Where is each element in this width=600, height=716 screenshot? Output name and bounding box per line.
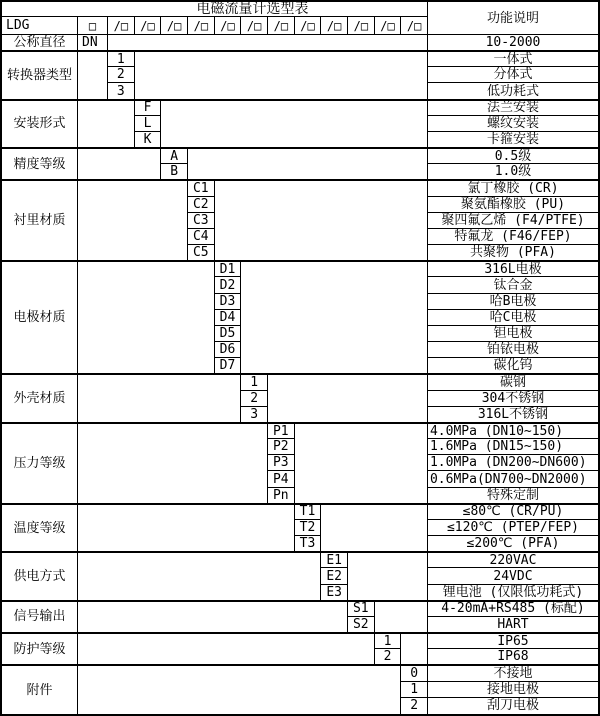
order-code-slot-first: □ — [78, 17, 108, 35]
option-code: D1 — [215, 261, 242, 277]
section-label: 防护等级 — [2, 633, 78, 665]
option-code: D7 — [215, 358, 242, 374]
option-code: P1 — [268, 423, 295, 439]
option-code: 1 — [108, 51, 135, 67]
function-value: 刮刀电极 — [486, 698, 539, 714]
option-code: C5 — [188, 245, 215, 261]
option-code: 0 — [401, 665, 428, 681]
spacer-cell — [78, 552, 321, 601]
order-code-slot: /□ — [241, 17, 268, 35]
option-code: 2 — [108, 67, 135, 83]
option-code: P3 — [268, 455, 295, 471]
function-value: 低功耗式 — [428, 83, 598, 99]
order-code-slot: /□ — [401, 17, 428, 35]
option-code: T3 — [295, 536, 322, 552]
section-label: 衬里材质 — [2, 180, 78, 261]
order-code-slot: /□ — [375, 17, 402, 35]
function-value: 卡箍安装 — [428, 132, 598, 148]
spacer-cell — [78, 51, 108, 100]
option-code: L — [135, 116, 162, 132]
option-code: 3 — [241, 407, 268, 423]
function-value: 不接地 — [428, 665, 598, 681]
spacer-cell — [78, 148, 161, 180]
function-value: 特殊定制 — [428, 488, 598, 504]
spacer-cell — [78, 601, 348, 633]
spacer-cell — [161, 100, 428, 149]
function-value: 0.6MPa(DN700~DN2000) — [428, 471, 598, 487]
option-code: 1 — [401, 682, 428, 698]
table-title: 电磁流量计选型表 — [2, 2, 428, 17]
spacer-cell — [78, 633, 375, 665]
diameter-code: DN — [78, 35, 108, 51]
function-value: 分体式 — [428, 67, 598, 83]
function-value: 聚氨酯橡胶 (PU) — [428, 197, 598, 213]
option-code: S1 — [348, 601, 375, 617]
function-value: 碳钢 — [428, 374, 598, 390]
function-value: 哈B电极 — [428, 294, 598, 310]
function-value: HART — [428, 617, 598, 633]
spacer-cell — [78, 374, 241, 423]
spacer-cell — [78, 504, 295, 553]
spacer-cell — [375, 601, 428, 633]
order-code-slot: /□ — [135, 17, 162, 35]
option-code: D2 — [215, 277, 242, 293]
function-value: ≤200℃ (PFA) — [428, 536, 598, 552]
option-code: E2 — [321, 568, 348, 584]
option-code: P2 — [268, 439, 295, 455]
section-label: 温度等级 — [2, 504, 78, 553]
function-value: 一体式 — [428, 51, 598, 67]
function-value: 钽电极 — [428, 326, 598, 342]
option-code: C2 — [188, 197, 215, 213]
function-value: 螺纹安装 — [428, 116, 598, 132]
option-code: F — [135, 100, 162, 116]
option-code: E1 — [321, 552, 348, 568]
spacer-cell — [78, 423, 268, 504]
option-code: Pn — [268, 488, 295, 504]
option-code: P4 — [268, 471, 295, 487]
section-label: 外壳材质 — [2, 374, 78, 423]
order-code-slot: /□ — [268, 17, 295, 35]
option-code: C1 — [188, 180, 215, 196]
model-prefix: LDG — [2, 17, 78, 35]
function-value: IP65 — [428, 633, 598, 649]
spacer-cell — [241, 261, 428, 374]
order-code-slot: /□ — [161, 17, 188, 35]
option-code: 2 — [401, 698, 428, 714]
option-code: A — [161, 148, 188, 164]
function-value: 铂铱电极 — [428, 342, 598, 358]
option-code: 2 — [241, 391, 268, 407]
function-value: 316L不锈钢 — [428, 407, 598, 423]
function-value: 220VAC — [428, 552, 598, 568]
order-code-slot: /□ — [188, 17, 215, 35]
option-code: C3 — [188, 213, 215, 229]
function-value: 4-20mA+RS485 (标配) — [428, 601, 598, 617]
function-value: 1.6MPa (DN15~150) — [428, 439, 598, 455]
section-label: 信号输出 — [2, 601, 78, 633]
function-value: 1.0级 — [428, 164, 598, 180]
spacer-cell — [78, 261, 215, 374]
function-value: 接地电极 — [428, 682, 598, 698]
function-value: 1.0MPa (DN200~DN600) — [428, 455, 598, 471]
diameter-row-label: 公称直径 — [2, 35, 78, 51]
spacer-cell — [188, 148, 428, 180]
option-code: D3 — [215, 294, 242, 310]
function-value: 氯丁橡胶 (CR) — [428, 180, 598, 196]
order-code-slot: /□ — [295, 17, 322, 35]
spacer-cell — [78, 180, 188, 261]
function-value: 316L电极 — [428, 261, 598, 277]
section-label: 安装形式 — [2, 100, 78, 149]
function-value: 0.5级 — [428, 148, 598, 164]
option-code: E3 — [321, 585, 348, 601]
option-code: 1 — [375, 633, 402, 649]
function-value: 法兰安装 — [428, 100, 598, 116]
section-label: 供电方式 — [2, 552, 78, 601]
option-code: S2 — [348, 617, 375, 633]
function-value: 共聚物 (PFA) — [428, 245, 598, 261]
option-code: C4 — [188, 229, 215, 245]
spacer-cell — [78, 100, 135, 149]
function-value: 24VDC — [428, 568, 598, 584]
option-code: K — [135, 132, 162, 148]
option-code: D4 — [215, 310, 242, 326]
function-value: ≤80℃ (CR/PU) — [428, 504, 598, 520]
spacer-cell — [135, 51, 428, 100]
function-value: 哈C电极 — [428, 310, 598, 326]
function-value: 碳化钨 — [428, 358, 598, 374]
option-code: D6 — [215, 342, 242, 358]
function-value: 304不锈钢 — [428, 391, 598, 407]
function-value: 聚四氟乙烯 (F4/PTFE) — [428, 213, 598, 229]
order-code-slot: /□ — [215, 17, 242, 35]
section-label: 转换器类型 — [2, 51, 78, 100]
spacer-cell — [348, 552, 428, 601]
function-value: IP68 — [428, 649, 598, 665]
function-value: 钛合金 — [428, 277, 598, 293]
spacer-cell — [215, 180, 428, 261]
function-value: ≤120℃ (PTEP/FEP) — [428, 520, 598, 536]
option-code: T2 — [295, 520, 322, 536]
option-code: T1 — [295, 504, 322, 520]
option-code: B — [161, 164, 188, 180]
section-label: 压力等级 — [2, 423, 78, 504]
order-code-slot: /□ — [348, 17, 375, 35]
spacer-cell — [295, 423, 428, 504]
section-label: 电极材质 — [2, 261, 78, 374]
option-code: D5 — [215, 326, 242, 342]
option-code: 3 — [108, 83, 135, 99]
function-value: 锂电池 (仅限低功耗式) — [428, 585, 598, 601]
spacer-cell — [78, 665, 401, 714]
spacer-cell — [108, 35, 428, 51]
spacer-cell — [401, 633, 428, 665]
spacer-cell — [321, 504, 428, 553]
option-code: 2 — [375, 649, 402, 665]
section-label: 精度等级 — [2, 148, 78, 180]
section-label: 附件 — [2, 665, 78, 714]
option-code: 1 — [241, 374, 268, 390]
function-value: 特氟龙 (F46/FEP) — [428, 229, 598, 245]
order-code-slot: /□ — [108, 17, 135, 35]
function-value: 10-2000 — [428, 35, 598, 51]
function-column-header: 功能说明 — [428, 2, 598, 35]
spacer-cell — [268, 374, 428, 423]
function-value: 4.0MPa (DN10~150) — [428, 423, 598, 439]
order-code-slot: /□ — [321, 17, 348, 35]
